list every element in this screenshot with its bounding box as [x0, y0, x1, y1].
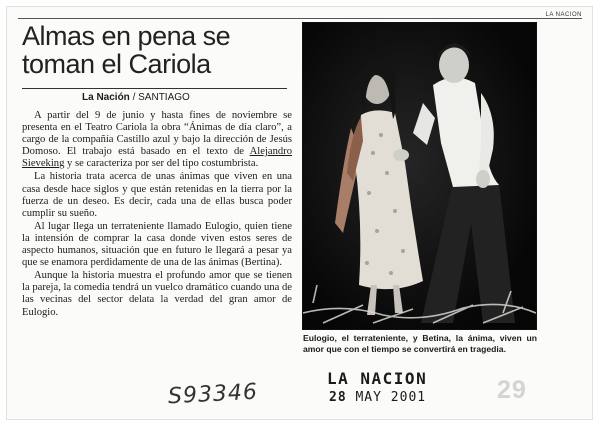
publication-date-day: 28: [329, 390, 347, 405]
source-tag: LA NACION: [545, 12, 582, 18]
byline-rule: [22, 88, 287, 89]
article-photo: [302, 22, 537, 330]
byline-outlet: La Nación: [82, 92, 130, 103]
publication-date: [329, 390, 426, 405]
article-body: [22, 110, 292, 320]
photo-illustration: [303, 23, 536, 329]
byline-city: SANTIAGO: [138, 92, 190, 103]
byline: [82, 92, 190, 103]
photo-caption: Eulogio, el terrateniente, y Betina, la ánima, viven un amor que con el tiempo se convertirá en tragedia.: [303, 333, 537, 354]
page-number: 29: [497, 376, 527, 404]
article-paragraph-1-before: A partir del 9 de junio y hasta fines de noviembre se presenta en el Teatro Cariola la obra “Ánimas de día claro”, a cargo de la compañía Castillo azul y bajo la dirección de Jesús Domoso. El trabajo está basado en el texto de: [22, 110, 292, 158]
article-paragraph-1: [22, 110, 292, 170]
article-paragraph-4: Aunque la historia muestra el profundo amor que se tienen la pareja, la comedia tendrá un vuelco dramático cuando una de las vecinas del sector delata la verdad del gran amor de Eulogio.: [22, 270, 292, 318]
article-paragraph-3: Al lugar llega un terrateniente llamado Eulogio, quien tiene la intensión de comprar la casa donde viven estos seres de aspecto humanos, situación que en futuro le llegará a pesar ya que se enamora perdidamente de una de las ánimas (Bertina).: [22, 220, 292, 269]
top-rule: [18, 18, 582, 19]
author-name: Alejandro Sieveking: [22, 146, 292, 170]
archive-number: S93346: [167, 379, 259, 410]
headline: Almas en pena se toman el Cariola: [22, 21, 231, 79]
publication-date-rest: MAY 2001: [346, 390, 427, 405]
article-paragraph-2: La historia trata acerca de unas ánimas que viven en una casa desde hace siglos y que están retenidas en la tierra por la fuerza de un deseo. Es decir, cada una de ellas busca poder cumplir su sueño.: [22, 171, 292, 219]
byline-separator: /: [129, 92, 139, 103]
newspaper-name: LA NACION: [327, 369, 428, 388]
article-paragraph-1-after: y se caracteriza por ser del tipo costumbrista.: [64, 158, 259, 170]
